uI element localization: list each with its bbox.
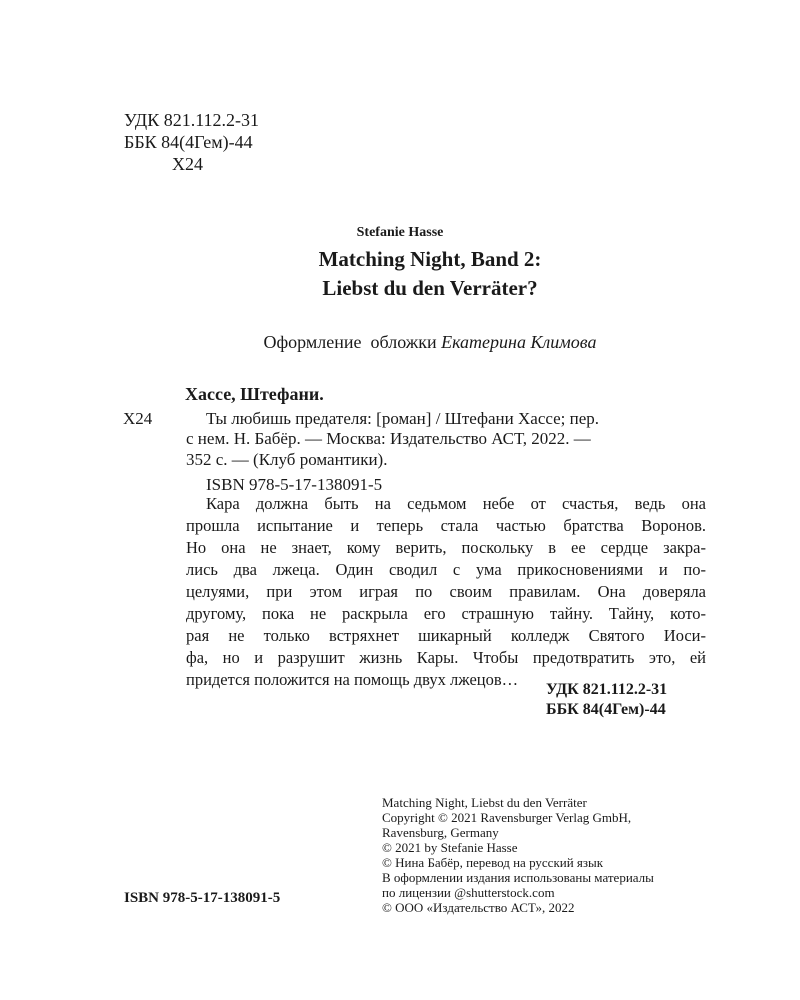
bib-author: Хассе, Штефани. (185, 384, 324, 404)
annotation-line: лись два лжеца. Один сводил с ума прикосновениями и по- (186, 560, 706, 579)
top-classification-codes (124, 109, 259, 175)
bib-line-2: с нем. Н. Бабёр. — Москва: Издательство АСТ, 2022. — (186, 429, 591, 448)
annotation-line: рая не только встряхнет шикарный колледж Святого Иоси- (186, 626, 706, 645)
bib-line-1: Ты любишь предателя: [роман] / Штефани Хассе; пер. (206, 409, 600, 428)
original-title-line1: Matching Night, Band 2: (318, 247, 542, 271)
top-udk: УДК 821.112.2-31 (124, 110, 260, 130)
bib-isbn: ISBN 978-5-17-138091-5 (206, 475, 383, 494)
right-udk: УДК 821.112.2-31 (546, 681, 668, 698)
bottom-isbn: ISBN 978-5-17-138091-5 (124, 890, 281, 906)
copyright-line: по лицензии @shutterstock.com (382, 885, 555, 900)
copyright-line: Copyright © 2021 Ravensburger Verlag GmbH, (382, 810, 632, 825)
original-title-line2: Liebst du den Verräter? (322, 276, 538, 300)
right-classification-codes (546, 680, 667, 720)
copyright-line: © Нина Бабёр, перевод на русский язык (382, 855, 604, 870)
top-author-mark: Х24 (172, 154, 203, 174)
cover-credit (0, 332, 800, 353)
cover-credit-name: Екатерина Климова (441, 332, 597, 352)
copyright-line: Ravensburg, Germany (382, 825, 499, 840)
original-author: Stefanie Hasse (356, 225, 444, 240)
right-bbk: ББК 84(4Гем)-44 (546, 701, 666, 718)
annotation-line: целуями, при этом играя по своим правилам. Она доверяла (186, 582, 706, 601)
annotation-line: придется положится на помощь двух лжецов… (186, 670, 519, 689)
copyright-block (382, 795, 654, 915)
cover-credit-label: Оформление обложки (263, 332, 437, 352)
copyright-line: © 2021 by Stefanie Hasse (382, 840, 518, 855)
bib-author-mark: Х24 (123, 409, 153, 428)
original-title (0, 245, 800, 303)
annotation (186, 493, 706, 691)
copyright-line: © ООО «Издательство АСТ», 2022 (382, 900, 575, 915)
copyright-line: В оформлении издания использованы материалы (382, 870, 654, 885)
annotation-line: прошла испытание и теперь стала частью братства Воронов. (186, 516, 706, 535)
annotation-line: другому, пока не раскрыла его страшную тайну. Тайну, кото- (186, 604, 706, 623)
top-bbk: ББК 84(4Гем)-44 (124, 132, 253, 152)
annotation-line: Но она не знает, кому верить, поскольку в ее сердце закра- (186, 538, 706, 557)
copyright-line: Matching Night, Liebst du den Verräter (382, 795, 587, 810)
annotation-line: Кара должна быть на седьмом небе от счастья, ведь она (206, 494, 706, 513)
bib-line-3: 352 с. — (Клуб романтики). (186, 450, 388, 469)
annotation-line: фа, но и разрушит жизнь Кары. Чтобы предотвратить это, ей (186, 648, 706, 667)
